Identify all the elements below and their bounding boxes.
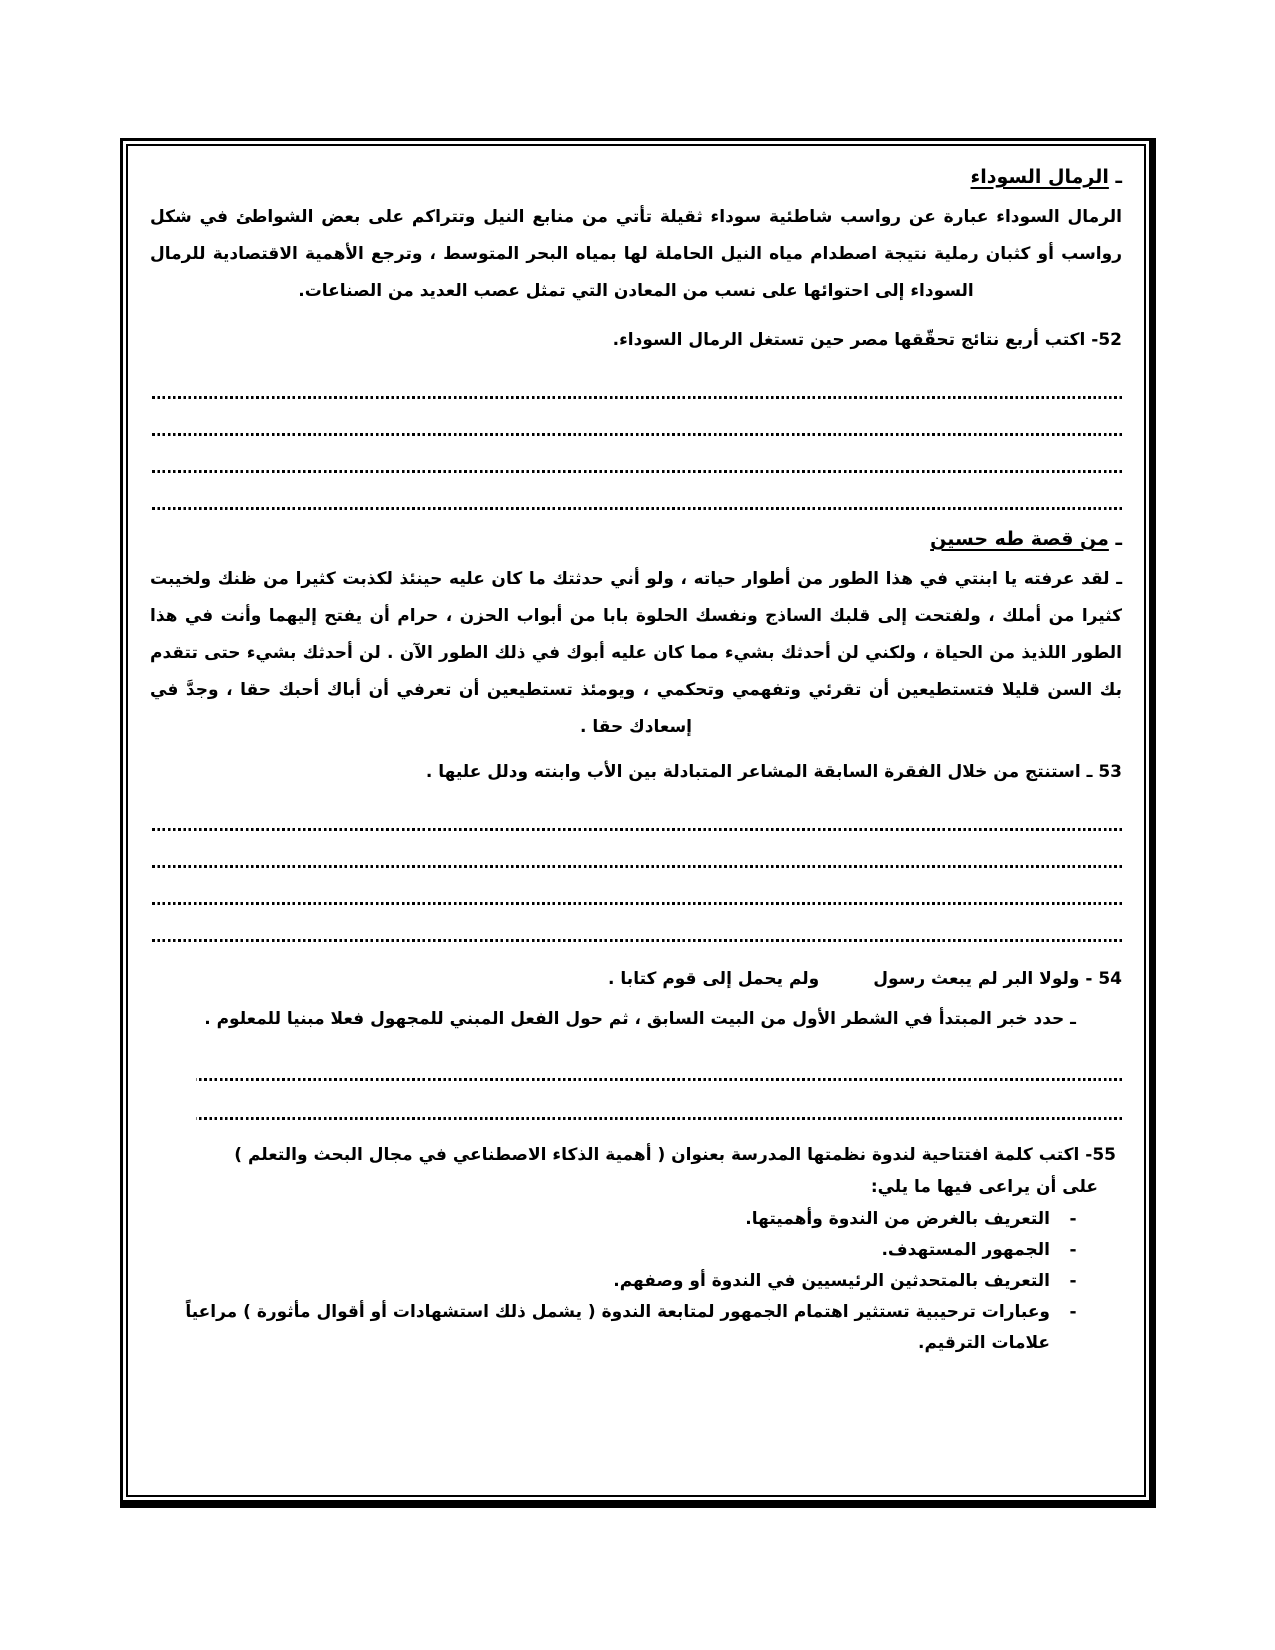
- answer-dotted-line: [150, 794, 1122, 831]
- bullet-dash: -: [1069, 1271, 1077, 1291]
- question-53: 53 ـ استنتج من خلال الفقرة السابقة المشاعر المتبادلة بين الأب وابنته ودلل عليها .: [425, 762, 1122, 782]
- question-54-answer-lines: [150, 1042, 1122, 1120]
- bullet-dash: -: [1069, 1240, 1077, 1260]
- answer-dotted-line: [150, 362, 1122, 399]
- question-52-answer-lines: [150, 362, 1122, 510]
- list-item: [150, 1266, 1096, 1297]
- question-55-requirements-list: [150, 1204, 1122, 1359]
- list-item: [150, 1297, 1096, 1359]
- answer-dotted-line: [150, 868, 1122, 905]
- verse-first-hemistich: 54 - ولولا البر لم يبعث رسول: [873, 969, 1122, 989]
- answer-dotted-line: [150, 473, 1122, 510]
- black-sands-heading: [150, 162, 1122, 192]
- bullet-dash: -: [1069, 1209, 1077, 1229]
- answer-dotted-line: [150, 399, 1122, 436]
- heading-dash: ـ: [1115, 528, 1122, 550]
- heading-dash: ـ: [1115, 166, 1122, 188]
- content-area: [126, 144, 1146, 1497]
- black-sands-passage: الرمال السوداء عبارة عن رواسب شاطئية سوداء ثقيلة تأتي من منابع النيل وتتراكم على بعض الشواطئ في شكل رواسب أو كثبان رملية نتيجة اصطدام مياه النيل الحاملة لها بمياه البحر المتوسط ، وترجع الأهمية الاقتصادية للرمال السوداء إلى احتوائها على نسب من المعادن التي تمثل عصب العديد من الصناعات.: [150, 207, 1122, 301]
- list-item-text: التعريف بالمتحدثين الرئيسيين في الندوة أو وصفهم.: [613, 1271, 1050, 1291]
- heading-text: الرمال السوداء: [970, 166, 1109, 188]
- question-54-verse: [150, 964, 1122, 994]
- taha-hussein-passage: ـ لقد عرفته يا ابنتي في هذا الطور من أطوار حياته ، ولو أني حدثتك ما كان عليه حينئذ لكذبت كثيرا من ظنك ولخيبت كثيرا من أملك ، ولفتحت إلى قلبك الساذج ونفسك الحلوة بابا من أبواب الحزن ، حرام أن يفتح إليهما وأنت في هذا الطور اللذيذ من الحياة ، ولكني لن أحدثك بشيء مما كان عليه أبوك في ذلك الطور الآن . لن أحدثك بشيء حتى تتقدم بك السن قليلا فتستطيعين أن تقرئي وتفهمي وتحكمي ، ويومئذ تستطيعين أن تعرفي أن أباك أحبك حقا ، وجدَّ في إسعادك حقا .: [150, 569, 1122, 737]
- question-55-sub-label: على أن يراعى فيها ما يلي:: [870, 1177, 1098, 1197]
- list-item: [150, 1235, 1096, 1266]
- heading-text: من قصة طه حسين: [930, 528, 1109, 550]
- list-item: [150, 1204, 1096, 1235]
- answer-dotted-line: [150, 831, 1122, 868]
- answer-dotted-line: [196, 1042, 1122, 1081]
- question-53-answer-lines: [150, 794, 1122, 942]
- answer-dotted-line: [150, 905, 1122, 942]
- bullet-dash: -: [1069, 1302, 1077, 1322]
- taha-hussein-heading: [150, 524, 1122, 554]
- list-item-text: الجمهور المستهدف.: [881, 1240, 1050, 1260]
- page-border: [120, 138, 1156, 1508]
- answer-dotted-line: [196, 1081, 1122, 1120]
- list-item-text: وعبارات ترحيبية تستثير اهتمام الجمهور لمتابعة الندوة ( يشمل ذلك استشهادات أو أقوال مأثورة ) مراعياً علامات الترقيم.: [185, 1302, 1050, 1353]
- question-55: 55- اكتب كلمة افتتاحية لندوة نظمتها المدرسة بعنوان ( أهمية الذكاء الاصطناعي في مجال البحث والتعلم ): [234, 1145, 1116, 1165]
- question-52: 52- اكتب أربع نتائج تحقّقها مصر حين تستغل الرمال السوداء.: [612, 330, 1122, 350]
- answer-dotted-line: [150, 436, 1122, 473]
- verse-second-hemistich: ولم يحمل إلى قوم كتابا .: [608, 969, 820, 989]
- question-54-instruction: ـ حدد خبر المبتدأ في الشطر الأول من البيت السابق ، ثم حول الفعل المبني للمجهول فعلا مبنيا للمعلوم .: [204, 1009, 1076, 1029]
- list-item-text: التعريف بالغرض من الندوة وأهميتها.: [745, 1209, 1050, 1229]
